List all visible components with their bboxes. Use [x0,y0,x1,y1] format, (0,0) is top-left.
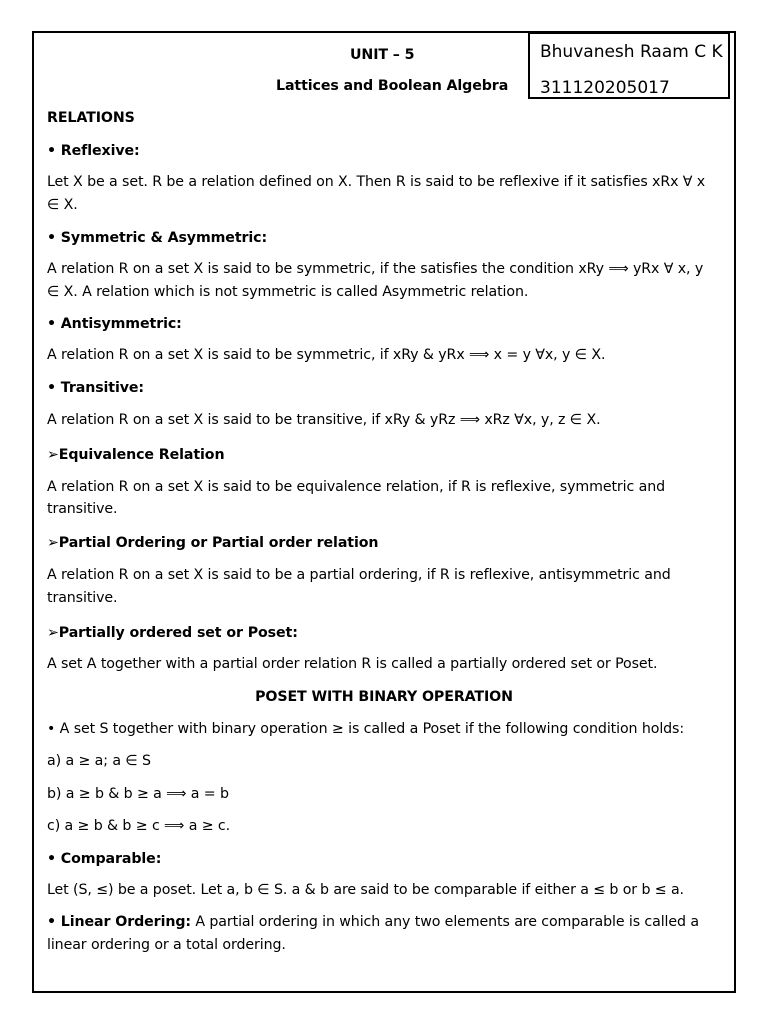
linear-ordering-heading: • Linear Ordering: [47,914,191,930]
partial-ordering-text-line-1: A relation R on a set X is said to be a partial ordering, if R is reflexive, antisymmetric and [47,567,671,583]
linear-ordering-line-2: linear ordering or a total ordering. [47,937,286,953]
condition-c: c) a ≥ b & b ≥ c ⟹ a ≥ c. [47,818,231,834]
linear-ordering-text: A partial ordering in which any two elements are comparable is called a [190,914,699,930]
binary-operation-heading: POSET WITH BINARY OPERATION [255,689,513,705]
student-id: 311120205017 [540,78,670,98]
reflexive-text-line-1: Let X be a set. R be a relation defined on X. Then R is said to be reflexive if it satisfies xRx ∀ x [47,174,706,190]
poset-heading: ➢Partially ordered set or Poset: [47,625,298,641]
unit-title: UNIT – 5 [350,47,415,63]
relations-heading: RELATIONS [47,110,135,126]
partial-ordering-text-line-2: transitive. [47,590,118,606]
comparable-heading: • Comparable: [47,851,162,867]
poset-text: A set A together with a partial order relation R is called a partially ordered set or Poset. [47,656,658,672]
linear-ordering-line-1 [47,914,699,930]
condition-a: a) a ≥ a; a ∈ S [47,753,151,769]
student-name: Bhuvanesh Raam C K [540,42,723,62]
transitive-heading: • Transitive: [47,380,144,396]
antisymmetric-heading: • Antisymmetric: [47,316,182,332]
condition-b: b) a ≥ b & b ≥ a ⟹ a = b [47,786,229,802]
comparable-text: Let (S, ≤) be a poset. Let a, b ∈ S. a & b are said to be comparable if either a ≤ b or b ≤ a. [47,882,684,898]
student-info-box [528,32,730,99]
equivalence-text-line-1: A relation R on a set X is said to be equivalence relation, if R is reflexive, symmetric and [47,479,665,495]
unit-subtitle: Lattices and Boolean Algebra [276,78,509,94]
antisymmetric-text: A relation R on a set X is said to be symmetric, if xRy & yRx ⟹ x = y ∀x, y ∈ X. [47,347,606,363]
reflexive-heading: • Reflexive: [47,143,140,159]
partial-ordering-heading: ➢Partial Ordering or Partial order relation [47,535,379,551]
equivalence-text-line-2: transitive. [47,501,118,517]
equivalence-heading: ➢Equivalence Relation [47,447,225,463]
transitive-text: A relation R on a set X is said to be transitive, if xRy & yRz ⟹ xRz ∀x, y, z ∈ X. [47,412,601,428]
reflexive-text-line-2: ∈ X. [47,197,78,213]
symmetric-heading: • Symmetric & Asymmetric: [47,230,268,246]
binary-operation-text: • A set S together with binary operation ≥ is called a Poset if the following condition holds: [47,721,685,737]
symmetric-text-line-2: ∈ X. A relation which is not symmetric is called Asymmetric relation. [47,284,529,300]
symmetric-text-line-1: A relation R on a set X is said to be symmetric, if the satisfies the condition xRy ⟹ yRx ∀ x, y [47,261,704,277]
